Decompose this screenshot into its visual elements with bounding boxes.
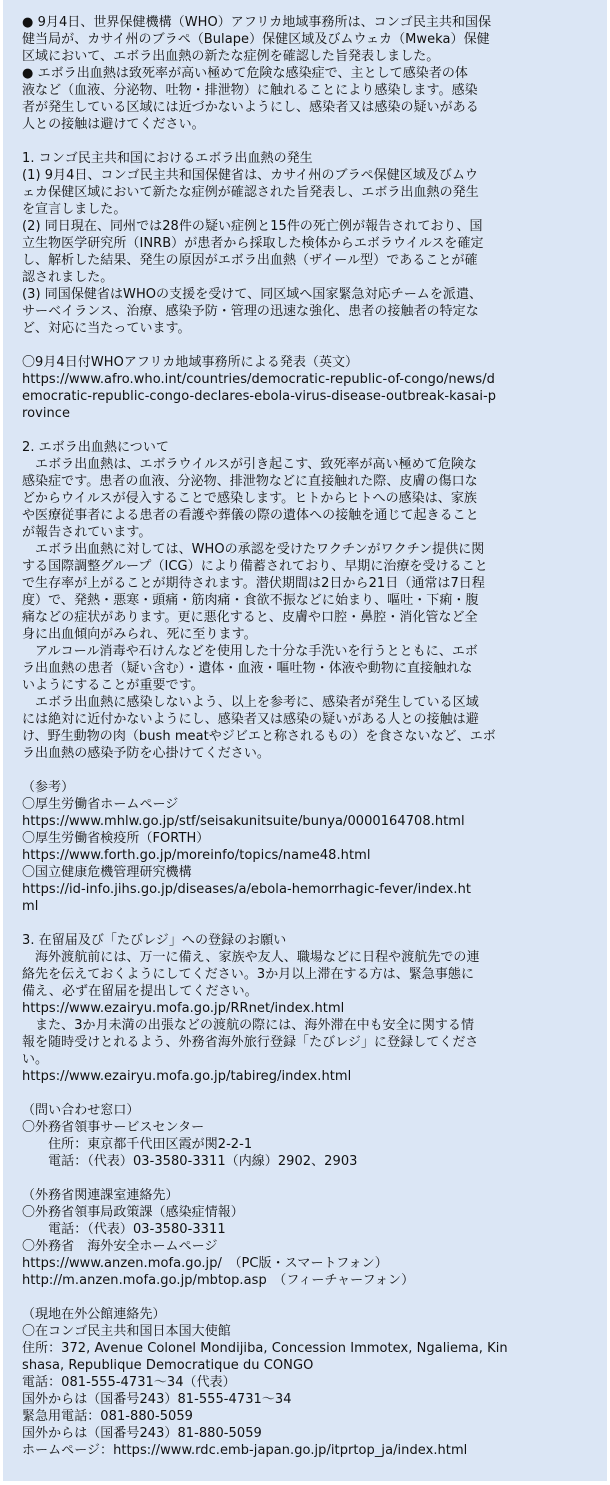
blank-line	[22, 915, 589, 932]
text-line: エボラ出血熱に対しては、WHOの承認を受けたワクチンがワクチン提供に関	[22, 542, 485, 557]
text-line: （外務省関連課室連絡先）	[22, 1188, 179, 1203]
text-line: （問い合わせ窓口）	[22, 1103, 140, 1118]
text-line[interactable]: emocratic-republic-congo-declares-ebola-virus-disease-outbreak-kasai-p	[22, 389, 497, 404]
blank-line	[22, 762, 589, 779]
text-line[interactable]: https://www.afro.who.int/countries/democratic-republic-of-congo/news/d	[22, 372, 495, 387]
text-line: 液など（血液、分泌物、吐物・排泄物）に触れることにより感染します。感染	[22, 83, 478, 98]
text-line: 国外からは（国番号243）81-555-4731～34	[22, 1392, 292, 1407]
text-line: また、3か月未満の出張などの渡航の際には、海外滞在中も安全に関する情	[22, 1018, 475, 1033]
text-line: (1) 9月4日、コンゴ民主共和国保健省は、カサイ州のブラペ保健区域及びムウ	[22, 168, 479, 183]
text-line[interactable]: http://m.anzen.mofa.go.jp/mbtop.asp （フィーチャーフォン）	[22, 1273, 415, 1288]
blank-line	[22, 422, 589, 439]
text-line: 3. 在留届及び「たびレジ」への登録のお願い	[22, 933, 287, 948]
text-line: どからウイルスが侵入することで感染します。ヒトからヒトへの感染は、家族	[22, 491, 477, 506]
text-line: け、野生動物の肉（bush meatやジビエと称されるもの）を食さないなど、エボ	[22, 729, 496, 744]
text-line: する国際調整グループ（ICG）により備蓄されており、早期に治療を受けること	[22, 559, 488, 574]
text-line: (3) 同国保健省はWHOの支援を受けて、同区域へ国家緊急対応チームを派遣、	[22, 287, 483, 302]
text-line: 緊急用電話：081-880-5059	[22, 1409, 193, 1424]
text-line: 住所：372, Avenue Colonel Mondijiba, Concession Immotex, Ngaliema, Kin	[22, 1341, 508, 1356]
blank-line	[22, 133, 589, 150]
text-line: アルコール消毒や石けんなどを使用した十分な手洗いを行うとともに、エボ	[22, 644, 478, 659]
text-line: 1. コンゴ民主共和国におけるエボラ出血熱の発生	[22, 151, 313, 166]
text-line: ェカ保健区域において新たな症例が確認された旨発表し、エボラ出血熱の発生	[22, 185, 479, 200]
blank-line	[22, 1289, 589, 1306]
notice-panel	[3, 0, 607, 1481]
text-line: （現地在外公館連絡先）	[22, 1307, 166, 1322]
text-line: 備え、必ず在留届を提出してください。	[22, 984, 258, 999]
text-line: エボラ出血熱は、エボラウイルスが引き起こす、致死率が高い極めて危険な	[22, 457, 477, 472]
text-line: ど、対応に当たっています。	[22, 321, 191, 336]
text-line: 区域において、エボラ出血熱の新たな症例を確認した旨発表しました。	[22, 49, 440, 64]
text-line: 〇外務省領事局政策課（感染症情報）	[22, 1205, 244, 1220]
text-line: 身に出血傾向がみられ、死に至ります。	[22, 627, 257, 642]
text-line: 電話：081-555-4731～34（代表）	[22, 1375, 236, 1390]
text-line: には絶対に近付かないようにし、感染者又は感染の疑いがある人との接触は避	[22, 712, 479, 727]
text-line: 国外からは（国番号243）81-880-5059	[22, 1426, 262, 1441]
text-line: 電話：（代表）03-3580-3311	[22, 1222, 226, 1237]
text-line: 〇国立健康危機管理研究機構	[22, 865, 192, 880]
text-line: 人との接触は避けてください。	[22, 117, 205, 132]
text-line: (2) 同日現在、同州では28件の疑い症例と15件の死亡例が報告されており、国	[22, 219, 483, 234]
text-line: を宣言しました。	[22, 202, 127, 217]
text-line: が報告されています。	[22, 525, 152, 540]
text-line[interactable]: https://www.ezairyu.mofa.go.jp/RRnet/index.html	[22, 1001, 345, 1016]
text-line[interactable]: ホームページ：https://www.rdc.emb-japan.go.jp/itprtop_ja/index.html	[22, 1443, 468, 1458]
text-line: 認されました。	[22, 270, 114, 285]
text-line: サーベイランス、治療、感染予防・管理の迅速な強化、患者の接触者の特定な	[22, 304, 479, 319]
text-line: 度）で、発熱・悪寒・頭痛・筋肉痛・食欲不振などに始まり、嘔吐・下痢・腹	[22, 593, 479, 608]
text-line: 感染症です。患者の血液、分泌物、排泄物などに直接触れた際、皮膚の傷口な	[22, 474, 478, 489]
text-line: 健当局が、カサイ州のブラペ（Bulape）保健区域及びムウェカ（Mweka）保健	[22, 32, 490, 47]
text-line: 電話：（代表）03-3580-3311（内線）2902、2903	[22, 1154, 358, 1169]
text-line[interactable]: ml	[22, 899, 39, 914]
text-line: shasa, Republique Democratique du CONGO	[22, 1358, 314, 1373]
text-line: 痛などの症状があります。更に悪化すると、皮膚や口腔・鼻腔・消化管など全	[22, 610, 478, 625]
text-line: で生存率が上がることが期待されます。潜伏期間は2日から21日（通常は7日程	[22, 576, 485, 591]
text-line[interactable]: https://id-info.jihs.go.jp/diseases/a/ebola-hemorrhagic-fever/index.ht	[22, 882, 472, 897]
text-line[interactable]: rovince	[22, 406, 71, 421]
text-line: ラ出血熱の患者（疑い含む）・遺体・血液・嘔吐物・体液や動物に直接触れな	[22, 661, 473, 676]
text-line[interactable]: https://www.forth.go.jp/moreinfo/topics/name48.html	[22, 848, 371, 863]
text-line: や医療従事者による患者の看護や葬儀の際の遺体への接触を通じて起きること	[22, 508, 479, 523]
text-line: 住所：東京都千代田区霞が関2-2-1	[22, 1137, 253, 1152]
text-line[interactable]: https://www.ezairyu.mofa.go.jp/tabireg/index.html	[22, 1069, 352, 1084]
text-line: 海外渡航前には、万一に備え、家族や友人、職場などに日程や渡航先での連	[22, 950, 480, 965]
text-line: ● 9月4日、世界保健機構（WHO）アフリカ地域事務所は、コンゴ民主共和国保	[22, 15, 492, 30]
text-line[interactable]: https://www.anzen.mofa.go.jp/ （PC版・スマートフォン）	[22, 1256, 388, 1271]
text-line: いようにすることが重要です。	[22, 678, 204, 693]
text-line[interactable]: https://www.mhlw.go.jp/stf/seisakunitsuite/bunya/0000164708.html	[22, 814, 465, 829]
text-line: ● エボラ出血熱は致死率が高い極めて危険な感染症で、主として感染者の体	[22, 66, 468, 81]
text-line: 〇9月4日付WHOアフリカ地域事務所による発表（英文）	[22, 355, 359, 370]
text-line: し、解析した結果、発生の原因がエボラ出血熱（ザイール型）であることが確	[22, 253, 478, 268]
text-line: 立生物医学研究所（INRB）が患者から採取した検体からエボラウイルスを確定	[22, 236, 484, 251]
text-line: （参考）	[22, 780, 75, 795]
blank-line	[22, 337, 589, 354]
text-line: 〇厚生労働省ホームページ	[22, 797, 179, 812]
text-line: 絡先を伝えておくようにしてください。3か月以上滞在する方は、緊急事態に	[22, 967, 475, 982]
text-line: 者が発生している区域には近づかないようにし、感染者又は感染の疑いがある	[22, 100, 479, 115]
text-line: 〇厚生労働省検疫所（FORTH）	[22, 831, 210, 846]
text-line: 〇外務省領事サービスセンター	[22, 1120, 205, 1135]
text-line: い。	[22, 1052, 49, 1067]
blank-line	[22, 1170, 589, 1187]
blank-line	[22, 1085, 589, 1102]
text-line: 〇在コンゴ民主共和国日本国大使館	[22, 1324, 231, 1339]
text-line: 〇外務省 海外安全ホームページ	[22, 1239, 218, 1254]
text-line: 報を随時受けとれるよう、外務省海外旅行登録「たびレジ」に登録してくださ	[22, 1035, 479, 1050]
text-line: 2. エボラ出血熱について	[22, 440, 169, 455]
text-line: ラ出血熱の感染予防を心掛けてください。	[22, 746, 270, 761]
text-line: エボラ出血熱に感染しないよう、以上を参考に、感染者が発生している区域	[22, 695, 479, 710]
